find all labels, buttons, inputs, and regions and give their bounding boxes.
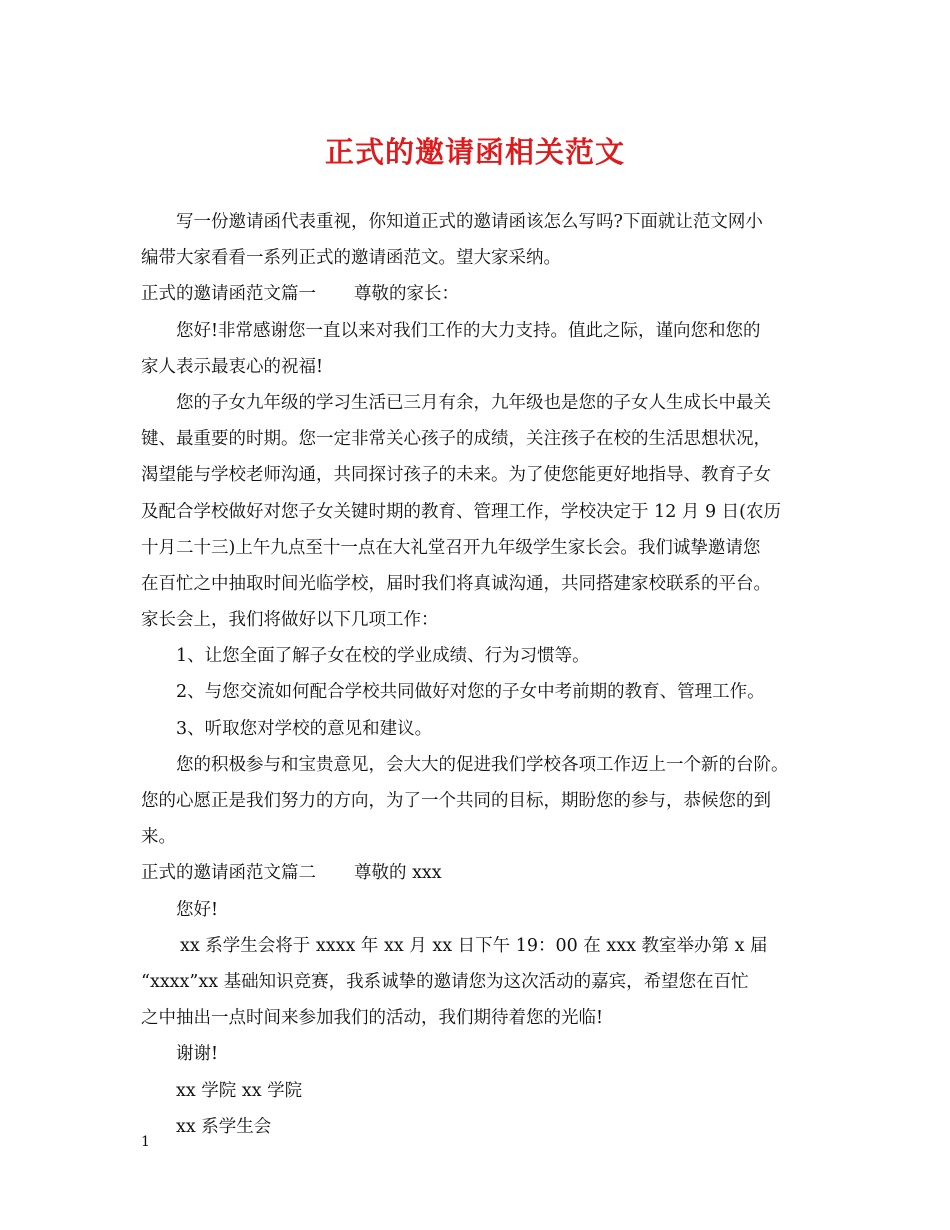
section1-line-13: 您的积极参与和宝贵意见，会大大的促进我们学校各项工作迈上一个新的台阶。 — [176, 754, 789, 775]
section2-line-4: 之中抽出一点时间来参加我们的活动，我们期待着您的光临! — [141, 1008, 604, 1029]
section2-heading-line — [141, 855, 821, 891]
section1-line-8: 在百忙之中抽取时间光临学校，届时我们将真诚沟通，共同搭建家校联系的平台。 — [141, 573, 771, 594]
document-title: 正式的邀请函相关范文 — [324, 135, 625, 169]
section1-line-9: 家长会上，我们将做好以下几项工作： — [141, 610, 439, 631]
section1-salutation: 尊敬的家长： — [354, 284, 459, 305]
section1-line-5: 渴望能与学校老师沟通，共同探讨孩子的未来。为了使您能更好地指导、教育子女 — [141, 465, 771, 486]
section2-line-7: xx 系学生会 — [176, 1116, 272, 1137]
section1-heading: 正式的邀请函范文篇一 — [141, 284, 316, 305]
section1-line-2: 家人表示最衷心的祝福! — [141, 356, 324, 377]
section1-line-3: 您的子女九年级的学习生活已三月有余，九年级也是您的子女人生成长中最关 — [176, 392, 771, 413]
section1-heading-line — [141, 276, 821, 312]
section2-line-2: xx 系学生会将于 xxxx 年 xx 月 xx 日下午 19：00 在 xxx 教室举办第 x 届 — [180, 935, 768, 956]
section2-line-3: “xxxx”xx 基础知识竞赛，我系诚挚的邀请您为这次活动的嘉宾，希望您在百忙 — [141, 971, 749, 992]
intro-line-1: 写一份邀请函代表重视，你知道正式的邀请函该怎么写吗?下面就让范文网小 — [176, 212, 763, 232]
section1-line-4: 键、最重要的时期。您一定非常关心孩子的成绩，关注孩子在校的生活思想状况， — [141, 429, 771, 450]
page-number: 1 — [141, 1134, 150, 1150]
section2-salutation: 尊敬的 xxx — [354, 863, 442, 884]
section2-heading: 正式的邀请函范文篇二 — [141, 863, 316, 884]
section1-line-1: 您好!非常感谢您一直以来对我们工作的大力支持。值此之际，谨向您和您的 — [176, 320, 761, 341]
section2-line-6: xx 学院 xx 学院 — [176, 1080, 303, 1101]
section1-line-6: 及配合学校做好对您子女关键时期的教育、管理工作，学校决定于 12 月 9 日(农历 — [141, 501, 781, 522]
section1-line-15: 来。 — [141, 827, 176, 848]
document-body — [141, 204, 821, 1145]
intro-line-2: 编带大家看看一系列正式的邀请函范文。望大家采纳。 — [141, 248, 561, 269]
section2-line-1: 您好! — [176, 899, 219, 920]
section1-line-7: 十月二十三)上午九点至十一点在大礼堂召开九年级学生家长会。我们诚挚邀请您 — [141, 537, 761, 558]
section1-list-item-2: 2、与您交流如何配合学校共同做好对您的子女中考前期的教育、管理工作。 — [176, 682, 765, 703]
section1-list-item-3: 3、听取您对学校的意见和建议。 — [176, 718, 433, 739]
section1-list-item-1: 1、让您全面了解子女在校的学业成绩、行为习惯等。 — [176, 646, 590, 667]
section1-line-14: 您的心愿正是我们努力的方向，为了一个共同的目标，期盼您的参与，恭候您的到 — [141, 791, 771, 811]
section2-line-5: 谢谢! — [176, 1044, 219, 1065]
